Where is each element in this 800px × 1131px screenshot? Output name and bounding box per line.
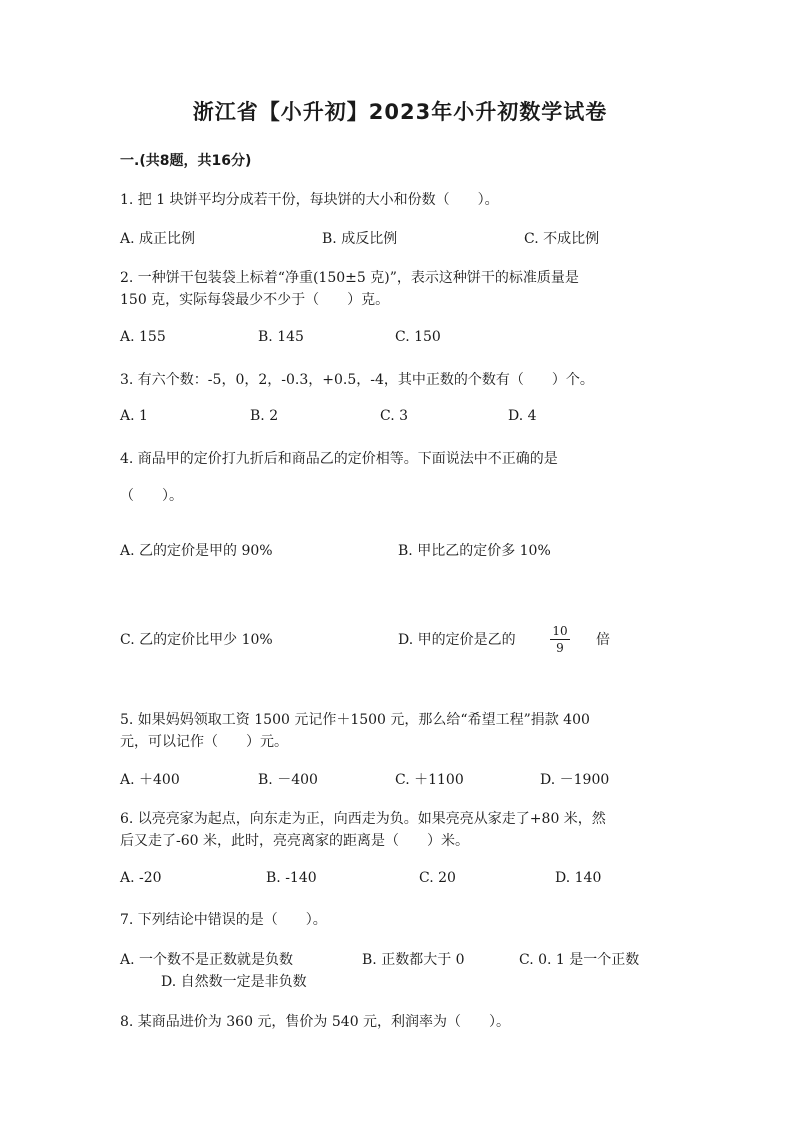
question-7-option-a[interactable]: A. 一个数不是正数就是负数 xyxy=(120,952,294,968)
question-2-text-line1: 2. 一种饼干包装袋上标着“净重(150±5 克)”，表示这种饼干的标准质量是 xyxy=(120,270,579,286)
question-4-option-b[interactable]: B. 甲比乙的定价多 10% xyxy=(398,543,551,559)
question-4-option-c[interactable]: C. 乙的定价比甲少 10% xyxy=(120,632,273,648)
question-3-option-c[interactable]: C. 3 xyxy=(380,408,409,424)
question-6-text-line2: 后又走了-60 米，此时，亮亮离家的距离是（ ）米。 xyxy=(120,833,469,849)
question-3-option-b[interactable]: B. 2 xyxy=(250,408,279,424)
question-6-text-line1: 6. 以亮亮家为起点，向东走为正，向西走为负。如果亮亮从家走了+80 米，然 xyxy=(120,811,606,827)
question-5-option-b[interactable]: B. －400 xyxy=(258,772,318,788)
question-4-text-line1: 4. 商品甲的定价打九折后和商品乙的定价相等。下面说法中不正确的是 xyxy=(120,451,558,467)
question-2-option-c[interactable]: C. 150 xyxy=(395,329,441,345)
question-5-option-d[interactable]: D. －1900 xyxy=(540,772,610,788)
question-1-option-b[interactable]: B. 成反比例 xyxy=(322,231,398,247)
question-4-option-d-suffix: 倍 xyxy=(596,632,610,648)
page-title: 浙江省【小升初】2023年小升初数学试卷 xyxy=(192,100,608,124)
question-3-option-d[interactable]: D. 4 xyxy=(508,408,537,424)
question-1-option-c[interactable]: C. 不成比例 xyxy=(524,231,600,247)
question-3-option-a[interactable]: A. 1 xyxy=(120,408,148,424)
question-7-option-c[interactable]: C. 0. 1 是一个正数 xyxy=(519,952,640,968)
question-7-option-b[interactable]: B. 正数都大于 0 xyxy=(362,952,465,968)
question-4-text-line2: （ ）。 xyxy=(120,488,183,504)
question-4-option-a[interactable]: A. 乙的定价是甲的 90% xyxy=(120,543,273,559)
question-2-text-line2: 150 克，实际每袋最少不少于（ ）克。 xyxy=(120,292,390,308)
question-6-option-d[interactable]: D. 140 xyxy=(555,870,602,886)
question-1-text: 1. 把 1 块饼平均分成若干份，每块饼的大小和份数（ ）。 xyxy=(120,192,499,208)
question-5-text-line1: 5. 如果妈妈领取工资 1500 元记作＋1500 元，那么给“希望工程”捐款 400 xyxy=(120,712,590,728)
question-7-option-d[interactable]: D. 自然数一定是非负数 xyxy=(161,974,307,990)
question-2-option-a[interactable]: A. 155 xyxy=(120,329,166,345)
question-5-text-line2: 元，可以记作（ ）元。 xyxy=(120,734,288,750)
question-1-option-a[interactable]: A. 成正比例 xyxy=(120,231,196,247)
question-6-option-a[interactable]: A. -20 xyxy=(120,870,162,886)
question-6-option-c[interactable]: C. 20 xyxy=(419,870,456,886)
section-heading: 一.(共8题，共16分) xyxy=(120,153,252,169)
question-7-text: 7. 下列结论中错误的是（ ）。 xyxy=(120,912,327,928)
question-5-option-a[interactable]: A. ＋400 xyxy=(120,772,180,788)
fraction-ten-ninths xyxy=(550,624,570,655)
question-8-text: 8. 某商品进价为 360 元，售价为 540 元，利润率为（ ）。 xyxy=(120,1014,511,1030)
fraction-numerator: 10 xyxy=(552,624,568,638)
question-4-option-d[interactable]: D. 甲的定价是乙的 xyxy=(398,632,516,648)
question-6-option-b[interactable]: B. -140 xyxy=(266,870,317,886)
question-2-option-b[interactable]: B. 145 xyxy=(258,329,304,345)
fraction-bar xyxy=(550,639,570,640)
question-5-option-c[interactable]: C. ＋1100 xyxy=(395,772,464,788)
question-3-text: 3. 有六个数：-5，0，2，-0.3，+0.5，-4，其中正数的个数有（ ）个。 xyxy=(120,372,594,388)
fraction-denominator: 9 xyxy=(556,641,564,655)
